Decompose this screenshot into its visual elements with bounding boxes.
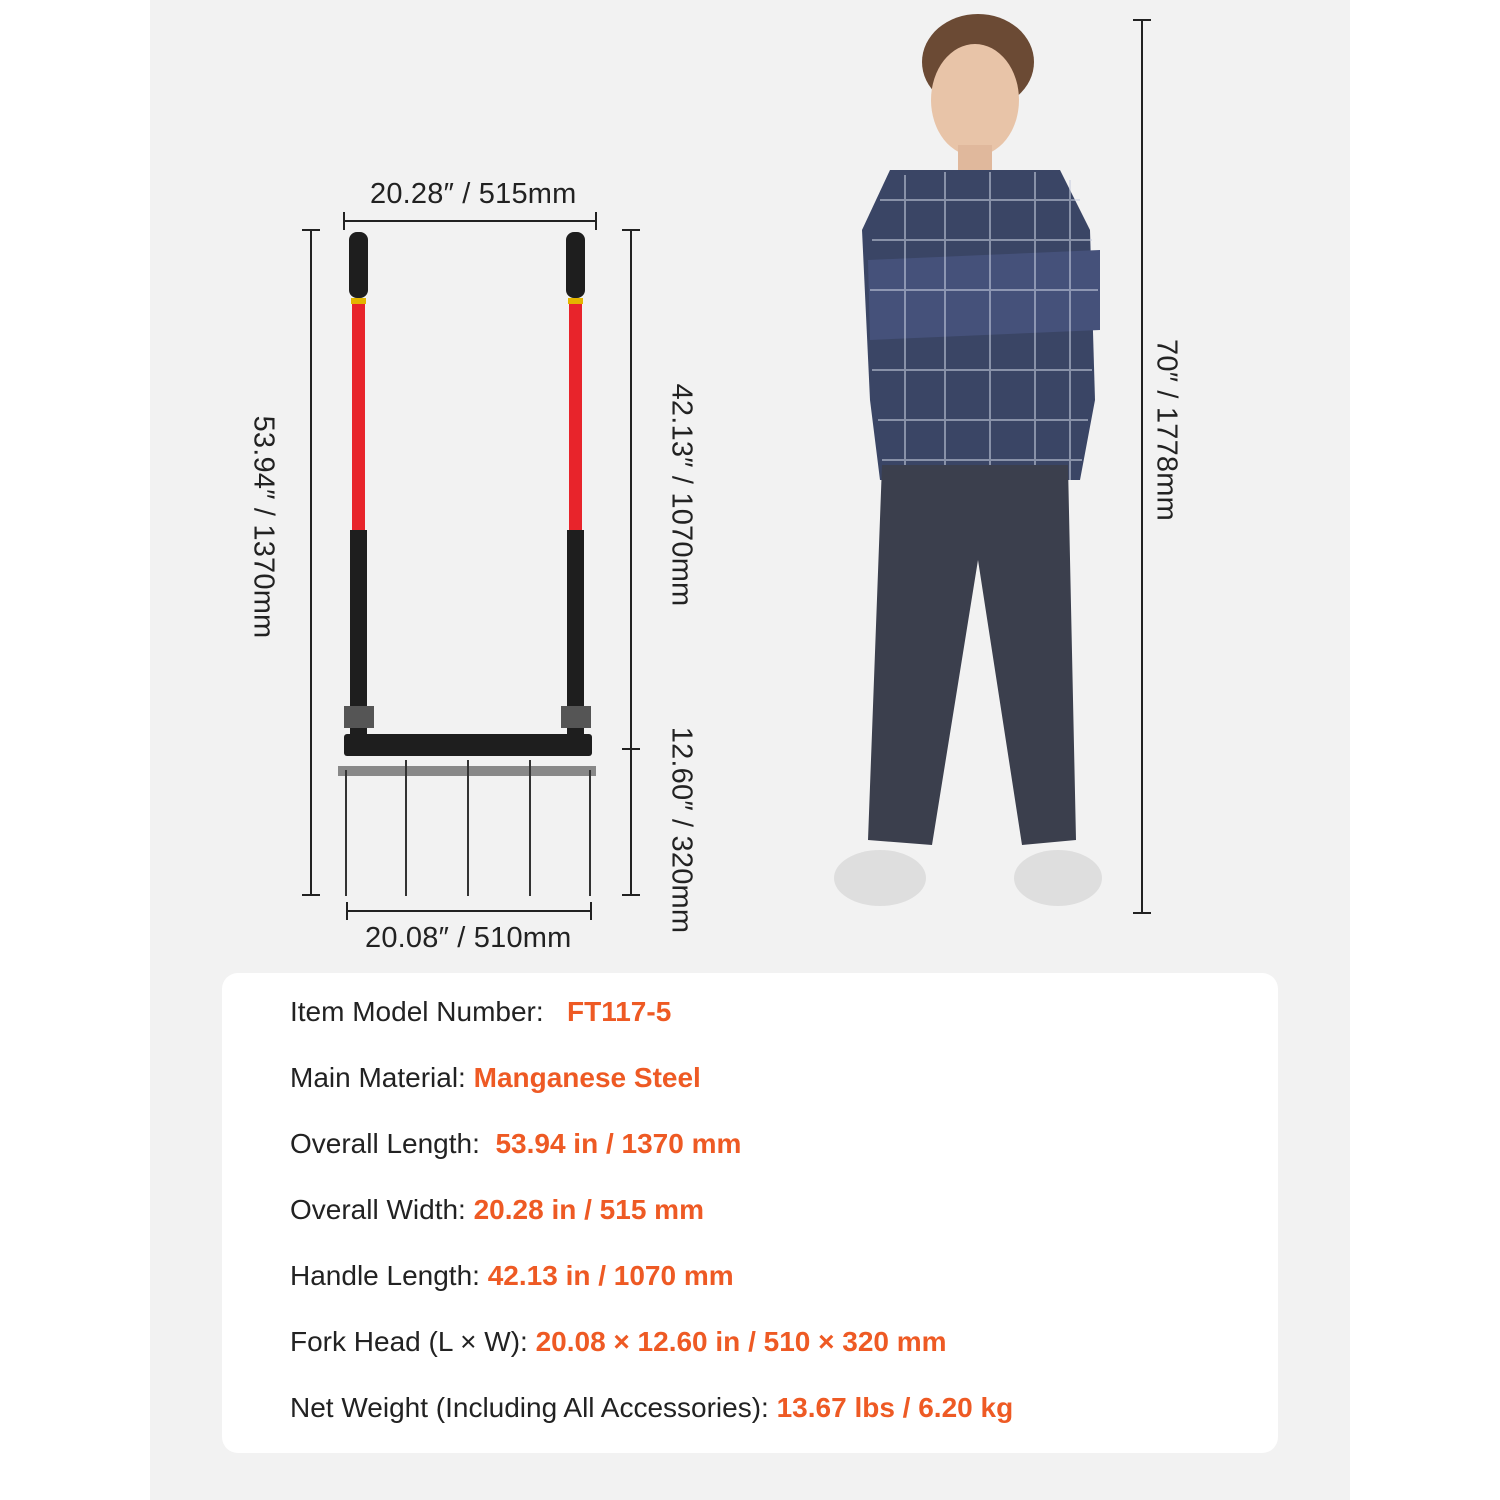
spec-label: Overall Length: (290, 1128, 480, 1159)
spec-value: 20.08 × 12.60 in / 510 × 320 mm (535, 1326, 947, 1357)
spec-label: Fork Head (L × W): (290, 1326, 528, 1357)
fork-length-label: 12.60″ / 320mm (665, 726, 698, 934)
spec-value: 20.28 in / 515 mm (473, 1194, 704, 1225)
spec-value: FT117-5 (566, 996, 672, 1027)
spec-label: Item Model Number: (290, 996, 544, 1027)
spec-row-overall-length (290, 1128, 741, 1160)
spec-label: Overall Width: (290, 1194, 466, 1225)
spec-row-net-weight (290, 1392, 1013, 1424)
overall-length-label: 53.94″ / 1370mm (247, 415, 280, 639)
person-height-tick-bottom (1133, 912, 1151, 914)
spec-row-handle-length (290, 1260, 734, 1292)
person-height-line (1141, 20, 1143, 913)
spec-row-model (290, 996, 671, 1028)
spec-label: Handle Length: (290, 1260, 480, 1291)
spec-label: Main Material: (290, 1062, 466, 1093)
spec-value: 42.13 in / 1070 mm (487, 1260, 734, 1291)
person-height-label: 70″ / 1778mm (1150, 339, 1183, 521)
spec-value: Manganese Steel (473, 1062, 701, 1093)
spec-value: 13.67 lbs / 6.20 kg (776, 1392, 1014, 1423)
spec-value: 53.94 in / 1370 mm (495, 1128, 742, 1159)
person-height-tick-top (1133, 19, 1151, 21)
spec-row-overall-width (290, 1194, 704, 1226)
spec-row-material (290, 1062, 701, 1094)
spec-label: Net Weight (Including All Accessories): (290, 1392, 769, 1423)
handle-length-label: 42.13″ / 1070mm (665, 383, 698, 607)
top-width-label: 20.28″ / 515mm (370, 178, 577, 210)
spec-row-fork-head (290, 1326, 947, 1358)
bottom-width-label: 20.08″ / 510mm (365, 922, 572, 954)
